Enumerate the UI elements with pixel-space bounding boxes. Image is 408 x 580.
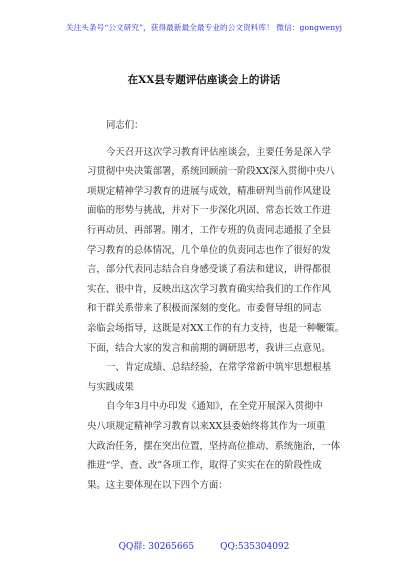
paragraph-lines xyxy=(87,143,345,496)
body-line: 央八项规定精神学习教育以来XX县委始终将其作为一项重 xyxy=(87,420,326,432)
body-line: 项规定精神学习教育的进展与成效，精准研判当前作风建设 xyxy=(87,185,331,197)
qq-group-number: QQ群: 30265665 xyxy=(118,542,195,552)
body-line: 实在、很中肯，反映出这次学习教育确实给我们的工作作风 xyxy=(87,283,331,295)
body-line: 学习教育的总体情况，几个单位的负责同志也作了很好的发 xyxy=(87,244,331,256)
qq-number: QQ:535304092 xyxy=(220,542,290,552)
body-line: 今天召开这次学习教育评估座谈会，主要任务是深入学 xyxy=(106,146,332,158)
body-line: 习贯彻中央决策部署，系统回顾前一阶段XX深入贯彻中央八 xyxy=(87,166,335,178)
header-banner: 关注头条号“公文研究”，获得最新最全最专业的公文资料库！ 微信：gongwenyj xyxy=(65,23,343,32)
body-line: 下面，结合大家的发言和前期的调研思考，我讲三点意见。 xyxy=(87,342,331,354)
body-line: 推进“学、查、改”各项工作，取得了实实在在的阶段性成 xyxy=(87,460,322,472)
greeting: 同志们： xyxy=(106,120,144,131)
document-title: 在XX县专题评估座谈会上的讲话 xyxy=(127,74,281,86)
body-line: 大政治任务，摆在突出位置，坚持高位推动、系统施治，一体 xyxy=(87,440,341,452)
body-line: 面临的形势与挑战，并对下一步深化巩固、常态长效工作进 xyxy=(87,205,331,217)
document-body xyxy=(87,116,345,495)
body-line: 一、肯定成绩、总结经验，在常学常新中筑牢思想根基 xyxy=(106,362,332,374)
body-line: 自今年3月中办印发《通知》，在全党开展深入贯彻中 xyxy=(106,401,323,413)
footer-contact xyxy=(0,539,408,552)
body-line: 和干群关系带来了积极而深刻的变化。市委督导组的同志 xyxy=(87,303,322,315)
body-line: 果。这主要体现在以下四个方面： xyxy=(87,479,228,491)
body-line: 与实践成果 xyxy=(87,381,134,393)
body-line: 亲临会场指导，这既是对XX工作的有力支持，也是一种鞭策。 xyxy=(87,322,345,334)
body-line: 行再动员、再部署。刚才，工作专班的负责同志通报了全县 xyxy=(87,224,331,236)
body-line: 言，部分代表同志结合自身感受谈了看法和建议，讲得都很 xyxy=(87,264,331,276)
